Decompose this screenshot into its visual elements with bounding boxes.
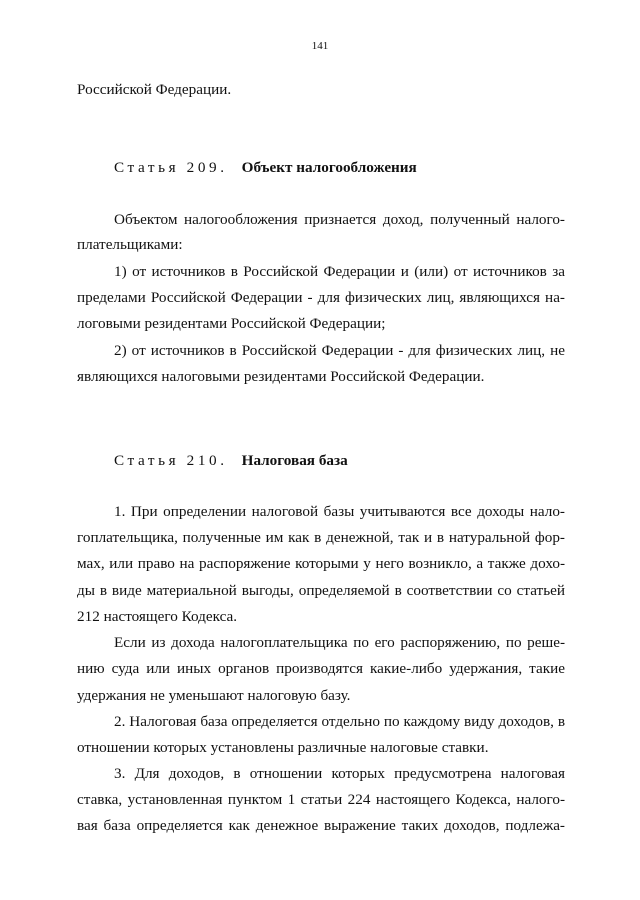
article-209-line: пределами Российской Федерации - для физических лиц, являющихся на- (77, 289, 565, 306)
article-210-line: 212 настоящего Кодекса. (77, 608, 238, 625)
article-209-line: 1) от источников в Российской Федерации и (или) от источников за (114, 263, 565, 280)
article-210-title: Налоговая база (241, 452, 348, 469)
article-209-line: Объектом налогообложения признается доход, полученный налого- (114, 211, 565, 228)
article-210-line: удержания не уменьшают налоговую базу. (77, 687, 351, 704)
article-209-line: являющихся налоговыми резидентами Российской Федерации. (77, 368, 485, 385)
article-210-line: нию суда или иных органов производятся какие-либо удержания, такие (77, 660, 565, 677)
article-210-heading (114, 451, 348, 471)
continuation-line: Российской Федерации. (77, 81, 232, 98)
article-209-label: Статья 209. (114, 159, 228, 176)
article-210-line: отношении которых установлены различные налоговые ставки. (77, 739, 489, 756)
article-210-line: 3. Для доходов, в отношении которых предусмотрена налоговая (114, 765, 565, 782)
article-209-line: плательщиками: (77, 236, 183, 253)
page-number: 141 (311, 40, 329, 52)
article-210-line: ставка, установленная пунктом 1 статьи 224 настоящего Кодекса, налого- (77, 791, 565, 808)
article-210-line: мах, или право на распоряжение которыми у него возникло, а также дохо- (77, 555, 565, 572)
article-209-title: Объект налогообложения (241, 159, 417, 176)
article-210-line: 2. Налоговая база определяется отдельно по каждому виду доходов, в (114, 713, 565, 730)
article-210-label: Статья 210. (114, 452, 228, 469)
article-210-line: Если из дохода налогоплательщика по его распоряжению, по реше- (114, 634, 565, 651)
article-210-line: вая база определяется как денежное выражение таких доходов, подлежа- (77, 817, 565, 834)
article-209-heading (114, 158, 417, 178)
article-210-line: гоплательщика, полученные им как в денежной, так и в натуральной фор- (77, 529, 565, 546)
article-209-line: 2) от источников в Российской Федерации - для физических лиц, не (114, 342, 565, 359)
article-209-line: логовыми резидентами Российской Федерации; (77, 315, 386, 332)
article-210-line: 1. При определении налоговой базы учитываются все доходы нало- (114, 503, 565, 520)
article-210-line: ды в виде материальной выгоды, определяемой в соответствии со статьей (77, 582, 565, 599)
